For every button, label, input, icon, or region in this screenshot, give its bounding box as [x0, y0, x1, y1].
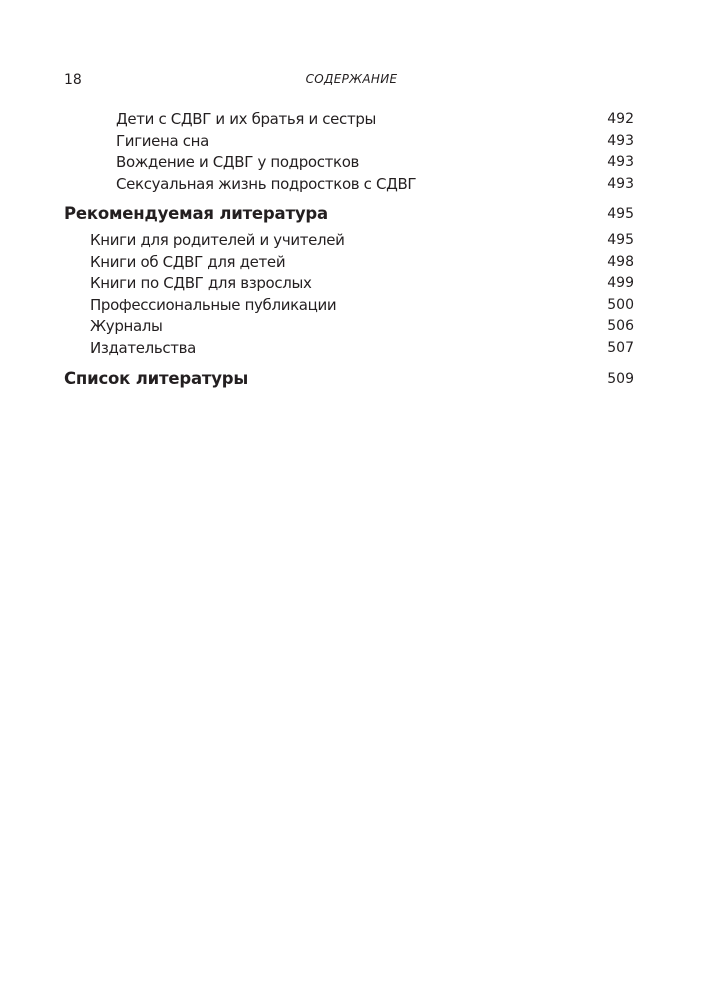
toc-entry-title: Журналы [90, 317, 163, 335]
toc-entry-page: 492 [607, 111, 634, 127]
toc-entry-page: 506 [607, 318, 634, 334]
toc-entry-title: Книги для родителей и учителей [90, 231, 345, 249]
toc-section-page: 509 [607, 371, 634, 387]
running-head: СОДЕРЖАНИЕ [305, 72, 398, 86]
toc-entry-title: Профессиональные публикации [90, 296, 337, 314]
toc-entry [0, 229, 703, 251]
toc-entry [0, 337, 703, 359]
toc-entry-title: Сексуальная жизнь подростков с СДВГ [116, 175, 417, 193]
page-number: 18 [64, 72, 82, 88]
toc-section [0, 203, 703, 225]
toc-entry [0, 173, 703, 195]
toc-section-title: Список литературы [64, 369, 249, 388]
toc-entry-page: 499 [607, 275, 634, 291]
toc-entry-title: Книги об СДВГ для детей [90, 253, 286, 271]
toc-entry-page: 507 [607, 340, 634, 356]
toc-entry [0, 315, 703, 337]
toc-entry-title: Книги по СДВГ для взрослых [90, 274, 312, 292]
toc-entry-page: 498 [607, 254, 634, 270]
toc-entry-page: 495 [607, 232, 634, 248]
toc-entry-title: Гигиена сна [116, 132, 209, 150]
toc-entry-page: 493 [607, 154, 634, 170]
toc-entry-page: 493 [607, 176, 634, 192]
toc-entry [0, 108, 703, 130]
toc-section [0, 368, 703, 390]
toc-entry-title: Издательства [90, 339, 196, 357]
toc-entry-title: Вождение и СДВГ у подростков [116, 153, 360, 171]
toc-entry-title: Дети с СДВГ и их братья и сестры [116, 110, 377, 128]
toc-entry-page: 493 [607, 133, 634, 149]
toc-section-title: Рекомендуемая литература [64, 204, 328, 223]
toc-entry [0, 294, 703, 316]
toc-section-page: 495 [607, 206, 634, 222]
toc-entry-page: 500 [607, 297, 634, 313]
toc-entry [0, 272, 703, 294]
toc-entry [0, 251, 703, 273]
toc-entry [0, 130, 703, 152]
toc-entry [0, 151, 703, 173]
